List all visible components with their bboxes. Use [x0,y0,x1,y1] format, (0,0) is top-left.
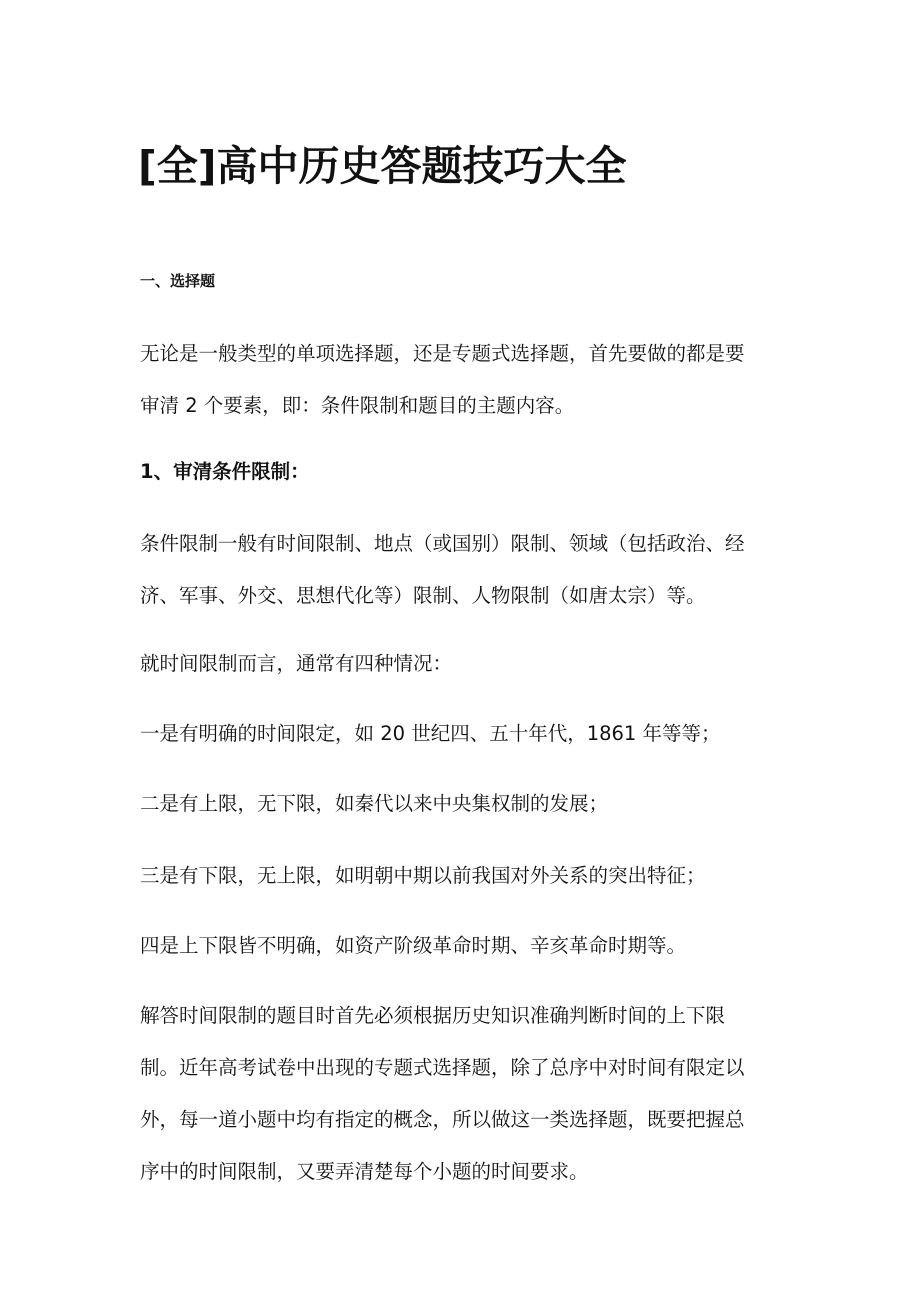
case-four-paragraph [140,930,795,962]
paragraph-line: 三是有下限，无上限，如明朝中期以前我国对外关系的突出特征； [140,864,706,887]
page-title: [全]高中历史答题技巧大全 [138,142,627,190]
paragraph-line: 解答时间限制的题目时首先必须根据历史知识准确判断时间的上下限 [140,1004,726,1027]
paragraph-line: 二是有上限，无下限，如秦代以来中央集权制的发展； [140,792,609,815]
paragraph-line: 序中的时间限制，又要弄清楚每个小题的时间要求。 [140,1160,589,1183]
paragraph-line: 制。近年高考试卷中出现的专题式选择题，除了总序中对时间有限定以 [140,1056,745,1079]
answer-guide-paragraph [140,1000,795,1188]
sub-heading: 1、审清条件限制： [140,460,310,483]
intro-paragraph [140,338,795,422]
paragraph-line: 条件限制一般有时间限制、地点（或国别）限制、领域（包括政治、经 [140,532,745,555]
conditions-paragraph [140,528,795,612]
paragraph-line: 就时间限制而言，通常有四种情况： [140,652,453,675]
case-two-paragraph [140,788,795,820]
time-intro-paragraph [140,648,795,680]
section-heading: 一、选择题 [140,272,216,290]
paragraph-line: 四是上下限皆不明确，如资产阶级革命时期、辛亥革命时期等。 [140,934,687,957]
case-one-paragraph [140,718,795,750]
paragraph-line: 一是有明确的时间限定，如 20 世纪四、五十年代，1861 年等等； [140,722,721,745]
case-three-paragraph [140,860,795,892]
paragraph-line: 济、军事、外交、思想代化等）限制、人物限制（如唐太宗）等。 [140,584,706,607]
paragraph-line: 无论是一般类型的单项选择题，还是专题式选择题，首先要做的都是要 [140,342,745,365]
paragraph-line: 外，每一道小题中均有指定的概念，所以做这一类选择题，既要把握总 [140,1108,745,1131]
paragraph-line: 审清 2 个要素，即：条件限制和题目的主题内容。 [140,394,575,417]
